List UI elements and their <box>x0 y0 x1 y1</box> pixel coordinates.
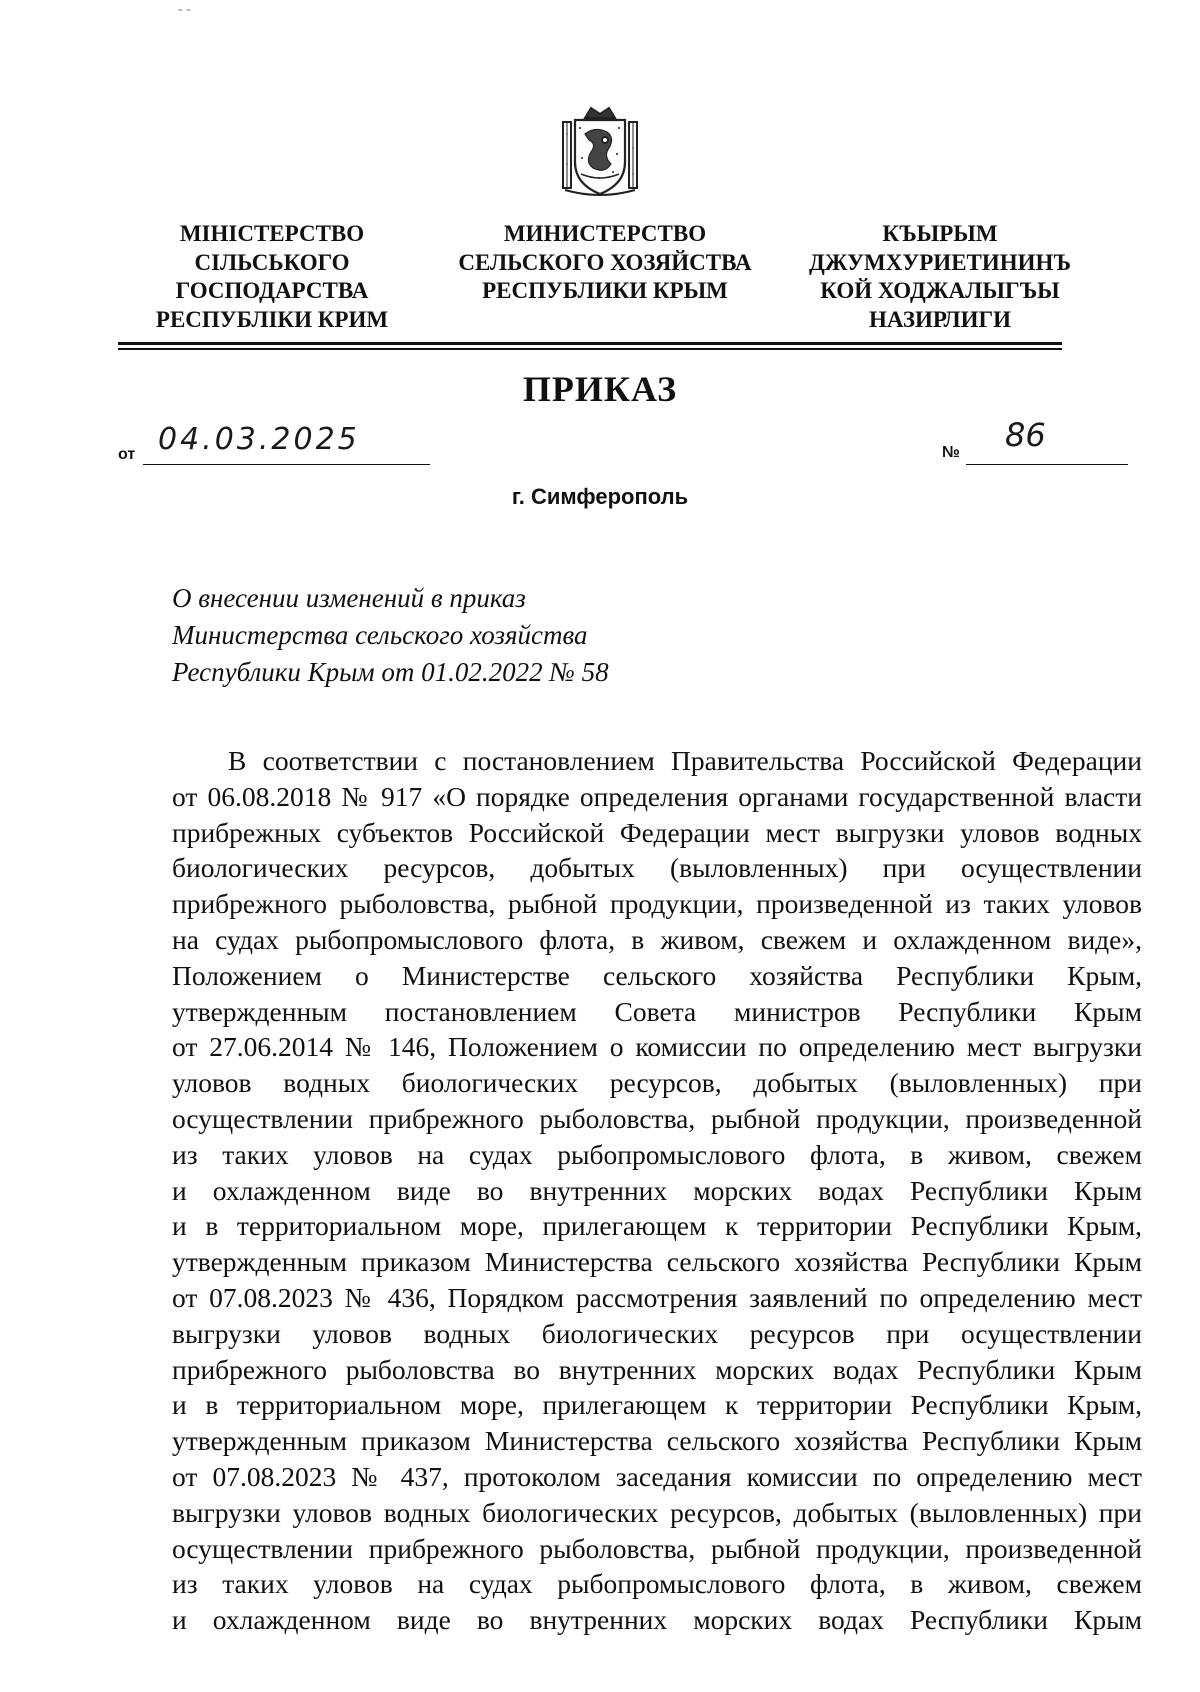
body-line: и охлажденном виде во внутренних морских водах Республики Крым <box>172 1604 1142 1636</box>
header-divider <box>118 348 1062 350</box>
header-line: НАЗИРЛИГИ <box>868 306 1012 332</box>
header-russian <box>440 220 770 306</box>
header-line: МІНІСТЕРСТВО <box>179 221 365 246</box>
body-line: из таких уловов на судах рыбопромыслового флота, в живом, свежем <box>172 1568 1142 1600</box>
header-line: РЕСПУБЛИКИ КРЫМ <box>482 278 728 303</box>
header-line: КЪЫРЫМ <box>882 221 998 246</box>
header-line: МИНИСТЕРСТВО <box>503 221 707 246</box>
date-value: 04.03.2025 <box>158 422 360 457</box>
document-type-title: ПРИКАЗ <box>522 369 678 409</box>
body-line: от 07.08.2023 № 436, Порядком рассмотрения заявлений по определению мест <box>172 1281 1142 1313</box>
body-line: от 07.08.2023 № 437, протоколом заседания комиссии по определению мест <box>172 1460 1142 1492</box>
body-line: от 06.08.2018 № 917 «О порядке определения органами государственной власти <box>172 780 1142 812</box>
body-line: утвержденным приказом Министерства сельского хозяйства Республики Крым <box>172 1425 1142 1457</box>
header-line: ГОСПОДАРСТВА <box>175 278 369 303</box>
body-line: биологических ресурсов, добытых (выловленных) при осуществлении <box>172 852 1142 884</box>
header-line: РЕСПУБЛІКИ КРИМ <box>155 306 389 332</box>
subject-line: Республики Крым от 01.02.2022 № 58 <box>172 657 609 687</box>
number-underline <box>966 438 1128 465</box>
crimea-coat-of-arms-icon <box>555 104 645 200</box>
header-crimean-tatar <box>790 220 1090 334</box>
body-line: осуществлении прибрежного рыболовства, рыбной продукции, произведенной <box>172 1532 1142 1564</box>
subject-line: Министерства сельского хозяйства <box>172 620 588 650</box>
subject-line: О внесении изменений в приказ <box>172 583 526 613</box>
body-line: утвержденным постановлением Совета министров Республики Крым <box>172 995 1142 1027</box>
header-line: СІЛЬСЬКОГО <box>194 249 350 275</box>
header-line: СЕЛЬСКОГО ХОЗЯЙСТВА <box>458 249 752 275</box>
body-line: уловов водных биологических ресурсов, добытых (выловленных) при <box>172 1067 1142 1099</box>
number-label: № <box>942 444 960 461</box>
body-line: В соответствии с постановлением Правительства Российской Федерации <box>228 745 1142 776</box>
subject-block <box>172 580 609 691</box>
date-label: от <box>118 446 136 463</box>
city: г. Симферополь <box>511 484 689 509</box>
body-line: от 27.06.2014 № 146, Положением о комиссии по определению мест выгрузки <box>172 1031 1142 1063</box>
scan-artifact: - - <box>178 2 191 17</box>
header-line: КОЙ ХОДЖАЛЫГЪЫ <box>820 278 1060 303</box>
body-line: выгрузки уловов водных биологических ресурсов при осуществлении <box>172 1317 1142 1349</box>
body-line: и в территориальном море, прилегающем к территории Республики Крым, <box>172 1210 1142 1242</box>
header-line: ДЖУМХУРИЕТИНИНЪ <box>808 249 1072 275</box>
body-line: прибрежных субъектов Российской Федерации мест выгрузки уловов водных <box>172 816 1142 848</box>
body-line: утвержденным приказом Министерства сельского хозяйства Республики Крым <box>172 1246 1142 1278</box>
body-line: Положением о Министерстве сельского хозяйства Республики Крым, <box>172 959 1142 991</box>
body-line: и в территориальном море, прилегающем к территории Республики Крым, <box>172 1389 1142 1421</box>
body-line: и охлажденном виде во внутренних морских водах Республики Крым <box>172 1174 1142 1206</box>
body-line: прибрежного рыболовства во внутренних морских водах Республики Крым <box>172 1353 1142 1385</box>
number-value: 86 <box>1005 416 1046 454</box>
header-divider <box>118 342 1062 345</box>
body-line: на судах рыбопромыслового флота, в живом, свежем и охлажденном виде», <box>172 923 1142 955</box>
body-line: осуществлении прибрежного рыболовства, рыбной продукции, произведенной <box>172 1102 1142 1134</box>
body-paragraph <box>172 743 1142 1638</box>
header-ukrainian <box>132 220 412 334</box>
body-line: из таких уловов на судах рыбопромыслового флота, в живом, свежем <box>172 1138 1142 1170</box>
body-line: выгрузки уловов водных биологических ресурсов, добытых (выловленных) при <box>172 1496 1142 1528</box>
body-line: прибрежного рыболовства, рыбной продукции, произведенной из таких уловов <box>172 888 1142 920</box>
